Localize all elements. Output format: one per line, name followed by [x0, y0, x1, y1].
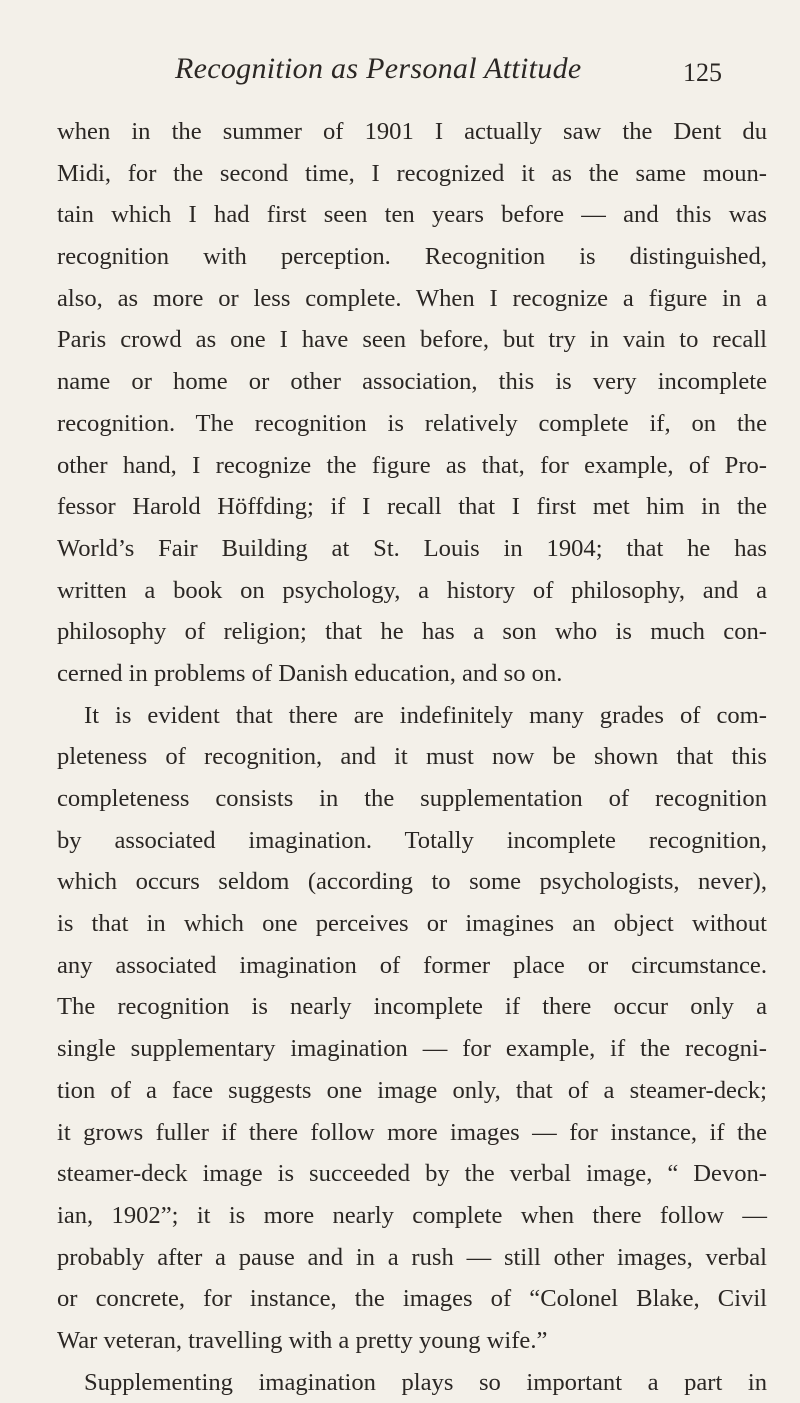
text-line: which occurs seldom (according to some psychologists, never), — [57, 868, 767, 896]
text-line: It is evident that there are indefinitely many grades of com- — [84, 701, 767, 729]
text-line: ian, 1902”; it is more nearly complete when there follow — — [57, 1201, 767, 1229]
text-line: probably after a pause and in a rush — still other images, verbal — [57, 1243, 767, 1271]
page-number: 125 — [683, 58, 722, 87]
text-line: when in the summer of 1901 I actually saw the Dent du — [57, 118, 767, 145]
text-line: or concrete, for instance, the images of “Colonel Blake, Civil — [57, 1285, 767, 1313]
text-line: other hand, I recognize the figure as that, for example, of Pro- — [57, 451, 767, 479]
text-line: fessor Harold Höffding; if I recall that I first met him in the — [57, 493, 767, 521]
text-line: cerned in problems of Danish education, and so on. — [57, 659, 563, 687]
text-line: completeness consists in the supplementation of recognition — [57, 785, 767, 812]
text-line: by associated imagination. Totally incomplete recognition, — [57, 826, 767, 854]
text-line: tain which I had first seen ten years before — and this was — [57, 201, 767, 229]
text-line: philosophy of religion; that he has a son who is much con- — [57, 618, 767, 646]
text-line: Midi, for the second time, I recognized it as the same moun- — [57, 159, 767, 187]
text-line: written a book on psychology, a history of philosophy, and a — [57, 576, 767, 604]
text-line: War veteran, travelling with a pretty young wife.” — [57, 1326, 548, 1354]
text-line: steamer-deck image is succeeded by the verbal image, “ Devon- — [57, 1160, 767, 1188]
text-line: pleteness of recognition, and it must now be shown that this — [57, 743, 767, 771]
text-line: World’s Fair Building at St. Louis in 1904; that he has — [57, 534, 767, 562]
text-line: Supplementing imagination plays so important a part in — [84, 1368, 767, 1396]
text-line: The recognition is nearly incomplete if there occur only a — [57, 993, 767, 1021]
running-header — [0, 52, 800, 92]
text-line: it grows fuller if there follow more images — for instance, if the — [57, 1118, 767, 1146]
body-text — [57, 111, 767, 1403]
text-line: is that in which one perceives or imagines an object without — [57, 910, 767, 938]
text-line: Paris crowd as one I have seen before, but try in vain to recall — [57, 326, 767, 354]
text-line: any associated imagination of former place or circumstance. — [57, 951, 767, 979]
text-line: recognition with perception. Recognition is distinguished, — [57, 243, 767, 271]
running-title: Recognition as Personal Attitude — [175, 52, 582, 85]
text-line: single supplementary imagination — for example, if the recogni- — [57, 1035, 767, 1063]
text-line: tion of a face suggests one image only, that of a steamer-deck; — [57, 1076, 767, 1104]
text-line: recognition. The recognition is relatively complete if, on the — [57, 409, 767, 437]
text-line: also, as more or less complete. When I recognize a figure in a — [57, 284, 767, 312]
text-line: name or home or other association, this is very incomplete — [57, 368, 767, 396]
